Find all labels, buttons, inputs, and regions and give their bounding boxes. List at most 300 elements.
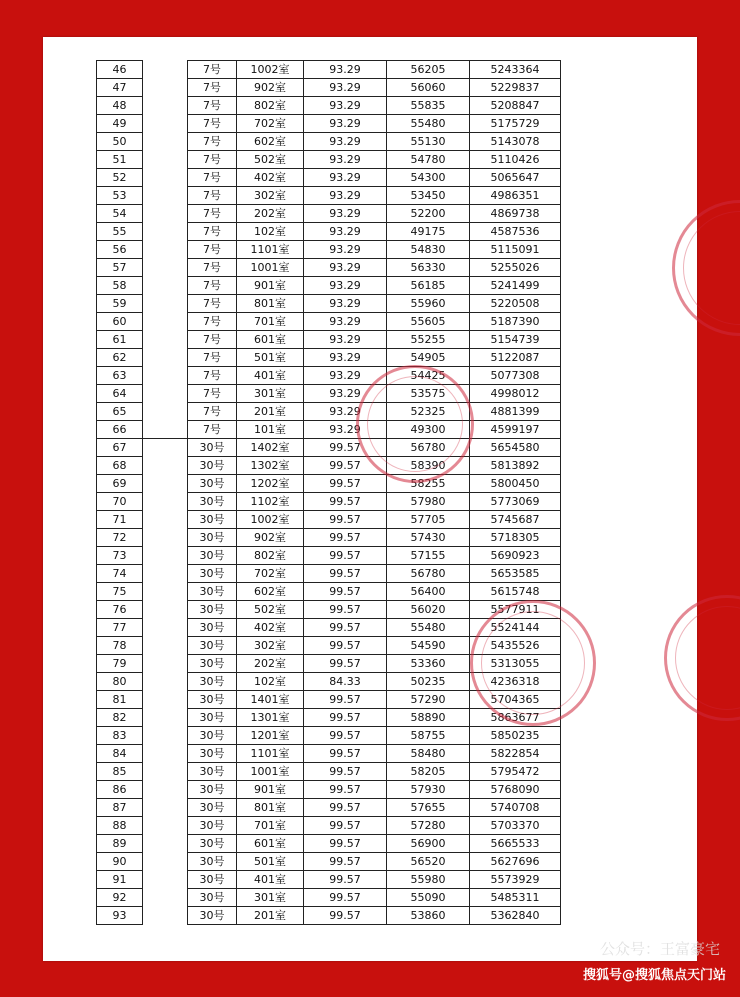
row-number-cell: 49: [97, 115, 143, 133]
area-cell: 84.33: [304, 673, 387, 691]
unit-cell: 401室: [237, 871, 304, 889]
unit-cell: 1102室: [237, 493, 304, 511]
row-number-cell: 57: [97, 259, 143, 277]
building-cell: 7号: [188, 295, 237, 313]
unit-cell: 201室: [237, 403, 304, 421]
unit-price-cell: 57930: [387, 781, 470, 799]
table-row: [97, 655, 561, 673]
total-price-cell: 5229837: [470, 79, 561, 97]
area-cell: 99.57: [304, 493, 387, 511]
row-number-cell: 50: [97, 133, 143, 151]
table-row: [97, 385, 561, 403]
column-gap: [143, 709, 188, 727]
area-cell: 99.57: [304, 817, 387, 835]
table-row: [97, 151, 561, 169]
unit-cell: 1202室: [237, 475, 304, 493]
total-price-cell: 5208847: [470, 97, 561, 115]
column-gap: [143, 295, 188, 313]
unit-price-cell: 53575: [387, 385, 470, 403]
building-cell: 7号: [188, 349, 237, 367]
price-table-body: [97, 61, 561, 925]
column-gap: [143, 331, 188, 349]
column-gap: [143, 79, 188, 97]
unit-cell: 1301室: [237, 709, 304, 727]
table-row: [97, 241, 561, 259]
row-number-cell: 80: [97, 673, 143, 691]
column-gap: [143, 151, 188, 169]
row-number-cell: 56: [97, 241, 143, 259]
unit-cell: 602室: [237, 583, 304, 601]
building-cell: 30号: [188, 655, 237, 673]
building-cell: 30号: [188, 817, 237, 835]
unit-cell: 1001室: [237, 259, 304, 277]
table-row: [97, 853, 561, 871]
building-cell: 30号: [188, 619, 237, 637]
column-gap: [143, 133, 188, 151]
area-cell: 99.57: [304, 583, 387, 601]
row-number-cell: 89: [97, 835, 143, 853]
unit-cell: 601室: [237, 835, 304, 853]
area-cell: 93.29: [304, 223, 387, 241]
area-cell: 99.57: [304, 727, 387, 745]
unit-cell: 802室: [237, 97, 304, 115]
row-number-cell: 63: [97, 367, 143, 385]
unit-price-cell: 58390: [387, 457, 470, 475]
column-gap: [143, 223, 188, 241]
row-number-cell: 64: [97, 385, 143, 403]
unit-cell: 602室: [237, 133, 304, 151]
building-cell: 30号: [188, 853, 237, 871]
unit-price-cell: 57655: [387, 799, 470, 817]
row-number-cell: 54: [97, 205, 143, 223]
row-number-cell: 77: [97, 619, 143, 637]
total-price-cell: 5822854: [470, 745, 561, 763]
row-number-cell: 46: [97, 61, 143, 79]
building-cell: 7号: [188, 421, 237, 439]
column-gap: [143, 115, 188, 133]
building-cell: 30号: [188, 475, 237, 493]
total-price-cell: 5665533: [470, 835, 561, 853]
column-gap: [143, 727, 188, 745]
unit-price-cell: 54300: [387, 169, 470, 187]
column-gap: [143, 61, 188, 79]
unit-price-cell: 56780: [387, 565, 470, 583]
unit-price-cell: 57705: [387, 511, 470, 529]
building-cell: 7号: [188, 79, 237, 97]
unit-cell: 401室: [237, 367, 304, 385]
area-cell: 93.29: [304, 367, 387, 385]
area-cell: 99.57: [304, 475, 387, 493]
total-price-cell: 5435526: [470, 637, 561, 655]
unit-price-cell: 55130: [387, 133, 470, 151]
building-cell: 30号: [188, 907, 237, 925]
building-cell: 30号: [188, 745, 237, 763]
total-price-cell: 5175729: [470, 115, 561, 133]
table-row: [97, 457, 561, 475]
building-cell: 30号: [188, 637, 237, 655]
unit-cell: 102室: [237, 223, 304, 241]
area-cell: 93.29: [304, 385, 387, 403]
row-number-cell: 72: [97, 529, 143, 547]
column-gap: [143, 817, 188, 835]
column-gap: [143, 403, 188, 421]
unit-price-cell: 52325: [387, 403, 470, 421]
building-cell: 7号: [188, 187, 237, 205]
area-cell: 99.57: [304, 745, 387, 763]
area-cell: 99.57: [304, 601, 387, 619]
unit-price-cell: 54780: [387, 151, 470, 169]
unit-price-cell: 54425: [387, 367, 470, 385]
area-cell: 99.57: [304, 889, 387, 907]
unit-price-cell: 56780: [387, 439, 470, 457]
area-cell: 93.29: [304, 277, 387, 295]
unit-price-cell: 58480: [387, 745, 470, 763]
building-cell: 7号: [188, 331, 237, 349]
area-cell: 99.57: [304, 799, 387, 817]
column-gap: [143, 637, 188, 655]
unit-price-cell: 53360: [387, 655, 470, 673]
area-cell: 93.29: [304, 403, 387, 421]
building-cell: 7号: [188, 385, 237, 403]
total-price-cell: 5768090: [470, 781, 561, 799]
unit-cell: 802室: [237, 547, 304, 565]
row-number-cell: 79: [97, 655, 143, 673]
row-number-cell: 90: [97, 853, 143, 871]
building-cell: 30号: [188, 601, 237, 619]
area-cell: 93.29: [304, 187, 387, 205]
total-price-cell: 5187390: [470, 313, 561, 331]
unit-price-cell: 49175: [387, 223, 470, 241]
unit-cell: 701室: [237, 313, 304, 331]
building-cell: 30号: [188, 691, 237, 709]
table-row: [97, 439, 561, 457]
unit-price-cell: 56020: [387, 601, 470, 619]
area-cell: 99.57: [304, 871, 387, 889]
unit-price-cell: 56060: [387, 79, 470, 97]
area-cell: 99.57: [304, 781, 387, 799]
table-row: [97, 259, 561, 277]
area-cell: 93.29: [304, 115, 387, 133]
building-cell: 30号: [188, 439, 237, 457]
total-price-cell: 5524144: [470, 619, 561, 637]
area-cell: 99.57: [304, 565, 387, 583]
unit-price-cell: 58205: [387, 763, 470, 781]
total-price-cell: 5077308: [470, 367, 561, 385]
building-cell: 7号: [188, 61, 237, 79]
column-gap: [143, 385, 188, 403]
total-price-cell: 5154739: [470, 331, 561, 349]
total-price-cell: 5690923: [470, 547, 561, 565]
building-cell: 7号: [188, 277, 237, 295]
unit-cell: 1002室: [237, 511, 304, 529]
unit-cell: 402室: [237, 169, 304, 187]
table-row: [97, 547, 561, 565]
column-gap: [143, 277, 188, 295]
column-gap: [143, 889, 188, 907]
building-cell: 7号: [188, 133, 237, 151]
column-gap: [143, 205, 188, 223]
unit-cell: 501室: [237, 853, 304, 871]
total-price-cell: 5143078: [470, 133, 561, 151]
column-gap: [143, 853, 188, 871]
table-row: [97, 187, 561, 205]
table-row: [97, 367, 561, 385]
unit-price-cell: 53450: [387, 187, 470, 205]
total-price-cell: 5573929: [470, 871, 561, 889]
area-cell: 99.57: [304, 457, 387, 475]
total-price-cell: 5863677: [470, 709, 561, 727]
total-price-cell: 4986351: [470, 187, 561, 205]
unit-cell: 501室: [237, 349, 304, 367]
unit-cell: 1401室: [237, 691, 304, 709]
column-gap: [143, 601, 188, 619]
table-row: [97, 169, 561, 187]
row-number-cell: 67: [97, 439, 143, 457]
area-cell: 99.57: [304, 691, 387, 709]
building-cell: 30号: [188, 781, 237, 799]
unit-cell: 502室: [237, 151, 304, 169]
row-number-cell: 87: [97, 799, 143, 817]
area-cell: 93.29: [304, 295, 387, 313]
table-row: [97, 277, 561, 295]
area-cell: 93.29: [304, 205, 387, 223]
area-cell: 93.29: [304, 151, 387, 169]
total-price-cell: 5255026: [470, 259, 561, 277]
unit-price-cell: 54830: [387, 241, 470, 259]
table-row: [97, 781, 561, 799]
unit-cell: 102室: [237, 673, 304, 691]
column-gap: [143, 367, 188, 385]
unit-cell: 301室: [237, 889, 304, 907]
unit-price-cell: 54905: [387, 349, 470, 367]
total-price-cell: 5485311: [470, 889, 561, 907]
unit-price-cell: 56400: [387, 583, 470, 601]
total-price-cell: 5627696: [470, 853, 561, 871]
unit-cell: 101室: [237, 421, 304, 439]
row-number-cell: 83: [97, 727, 143, 745]
unit-price-cell: 50235: [387, 673, 470, 691]
row-number-cell: 59: [97, 295, 143, 313]
column-gap: [143, 673, 188, 691]
total-price-cell: 4587536: [470, 223, 561, 241]
column-gap: [143, 745, 188, 763]
total-price-cell: 4881399: [470, 403, 561, 421]
total-price-cell: 5241499: [470, 277, 561, 295]
total-price-cell: 4599197: [470, 421, 561, 439]
column-gap: [143, 97, 188, 115]
table-row: [97, 295, 561, 313]
unit-price-cell: 55480: [387, 115, 470, 133]
building-cell: 30号: [188, 673, 237, 691]
table-row: [97, 709, 561, 727]
total-price-cell: 4236318: [470, 673, 561, 691]
table-row: [97, 619, 561, 637]
area-cell: 99.57: [304, 709, 387, 727]
table-row: [97, 331, 561, 349]
unit-cell: 701室: [237, 817, 304, 835]
building-cell: 30号: [188, 871, 237, 889]
row-number-cell: 52: [97, 169, 143, 187]
row-number-cell: 70: [97, 493, 143, 511]
column-gap: [143, 313, 188, 331]
total-price-cell: 5220508: [470, 295, 561, 313]
row-number-cell: 55: [97, 223, 143, 241]
total-price-cell: 5740708: [470, 799, 561, 817]
unit-cell: 1402室: [237, 439, 304, 457]
building-cell: 30号: [188, 457, 237, 475]
column-gap: [143, 421, 188, 439]
area-cell: 93.29: [304, 61, 387, 79]
table-row: [97, 601, 561, 619]
total-price-cell: 5243364: [470, 61, 561, 79]
table-row: [97, 529, 561, 547]
unit-price-cell: 58755: [387, 727, 470, 745]
column-gap: [143, 781, 188, 799]
unit-price-cell: 57290: [387, 691, 470, 709]
unit-cell: 601室: [237, 331, 304, 349]
unit-cell: 902室: [237, 529, 304, 547]
table-row: [97, 565, 561, 583]
area-cell: 99.57: [304, 511, 387, 529]
source-label: 搜狐号@搜狐焦点天门站: [582, 968, 726, 983]
unit-price-cell: 53860: [387, 907, 470, 925]
table-row: [97, 727, 561, 745]
area-cell: 93.29: [304, 79, 387, 97]
total-price-cell: 5654580: [470, 439, 561, 457]
table-row: [97, 313, 561, 331]
wechat-watermark: 公众号：王富豪宅: [599, 940, 720, 958]
unit-price-cell: 55090: [387, 889, 470, 907]
area-cell: 93.29: [304, 259, 387, 277]
total-price-cell: 5362840: [470, 907, 561, 925]
area-cell: 99.57: [304, 763, 387, 781]
building-cell: 7号: [188, 169, 237, 187]
unit-cell: 301室: [237, 385, 304, 403]
total-price-cell: 5718305: [470, 529, 561, 547]
table-row: [97, 493, 561, 511]
unit-price-cell: 56185: [387, 277, 470, 295]
unit-cell: 302室: [237, 637, 304, 655]
column-gap: [143, 439, 188, 457]
unit-price-cell: 55960: [387, 295, 470, 313]
row-number-cell: 61: [97, 331, 143, 349]
building-cell: 7号: [188, 367, 237, 385]
column-gap: [143, 565, 188, 583]
unit-price-cell: 56900: [387, 835, 470, 853]
row-number-cell: 92: [97, 889, 143, 907]
unit-cell: 1002室: [237, 61, 304, 79]
area-cell: 93.29: [304, 331, 387, 349]
table-row: [97, 889, 561, 907]
column-gap: [143, 547, 188, 565]
unit-price-cell: 57155: [387, 547, 470, 565]
column-gap: [143, 529, 188, 547]
row-number-cell: 76: [97, 601, 143, 619]
total-price-cell: 5577911: [470, 601, 561, 619]
column-gap: [143, 511, 188, 529]
unit-cell: 502室: [237, 601, 304, 619]
unit-cell: 902室: [237, 79, 304, 97]
table-row: [97, 205, 561, 223]
building-cell: 7号: [188, 115, 237, 133]
row-number-cell: 86: [97, 781, 143, 799]
table-row: [97, 691, 561, 709]
area-cell: 99.57: [304, 907, 387, 925]
unit-cell: 702室: [237, 115, 304, 133]
building-cell: 7号: [188, 241, 237, 259]
price-table: [96, 60, 561, 925]
row-number-cell: 82: [97, 709, 143, 727]
column-gap: [143, 763, 188, 781]
building-cell: 30号: [188, 889, 237, 907]
area-cell: 99.57: [304, 529, 387, 547]
total-price-cell: 5745687: [470, 511, 561, 529]
unit-cell: 801室: [237, 295, 304, 313]
area-cell: 93.29: [304, 133, 387, 151]
unit-cell: 1302室: [237, 457, 304, 475]
unit-cell: 302室: [237, 187, 304, 205]
total-price-cell: 5122087: [470, 349, 561, 367]
table-row: [97, 817, 561, 835]
row-number-cell: 66: [97, 421, 143, 439]
row-number-cell: 88: [97, 817, 143, 835]
unit-cell: 901室: [237, 781, 304, 799]
area-cell: 93.29: [304, 169, 387, 187]
unit-cell: 901室: [237, 277, 304, 295]
table-row: [97, 871, 561, 889]
table-row: [97, 907, 561, 925]
column-gap: [143, 457, 188, 475]
area-cell: 93.29: [304, 349, 387, 367]
table-row: [97, 421, 561, 439]
column-gap: [143, 655, 188, 673]
unit-price-cell: 58890: [387, 709, 470, 727]
building-cell: 30号: [188, 583, 237, 601]
unit-price-cell: 55605: [387, 313, 470, 331]
building-cell: 30号: [188, 565, 237, 583]
table-row: [97, 835, 561, 853]
building-cell: 30号: [188, 529, 237, 547]
unit-cell: 402室: [237, 619, 304, 637]
unit-price-cell: 57280: [387, 817, 470, 835]
area-cell: 99.57: [304, 439, 387, 457]
row-number-cell: 68: [97, 457, 143, 475]
total-price-cell: 5065647: [470, 169, 561, 187]
column-gap: [143, 619, 188, 637]
unit-cell: 801室: [237, 799, 304, 817]
row-number-cell: 62: [97, 349, 143, 367]
building-cell: 7号: [188, 313, 237, 331]
total-price-cell: 5615748: [470, 583, 561, 601]
column-gap: [143, 799, 188, 817]
column-gap: [143, 691, 188, 709]
building-cell: 30号: [188, 547, 237, 565]
table-row: [97, 799, 561, 817]
table-row: [97, 511, 561, 529]
column-gap: [143, 241, 188, 259]
unit-price-cell: 58255: [387, 475, 470, 493]
unit-cell: 1001室: [237, 763, 304, 781]
building-cell: 7号: [188, 205, 237, 223]
column-gap: [143, 475, 188, 493]
table-row: [97, 133, 561, 151]
total-price-cell: 5313055: [470, 655, 561, 673]
area-cell: 99.57: [304, 637, 387, 655]
unit-price-cell: 56330: [387, 259, 470, 277]
unit-price-cell: 49300: [387, 421, 470, 439]
column-gap: [143, 349, 188, 367]
total-price-cell: 5704365: [470, 691, 561, 709]
